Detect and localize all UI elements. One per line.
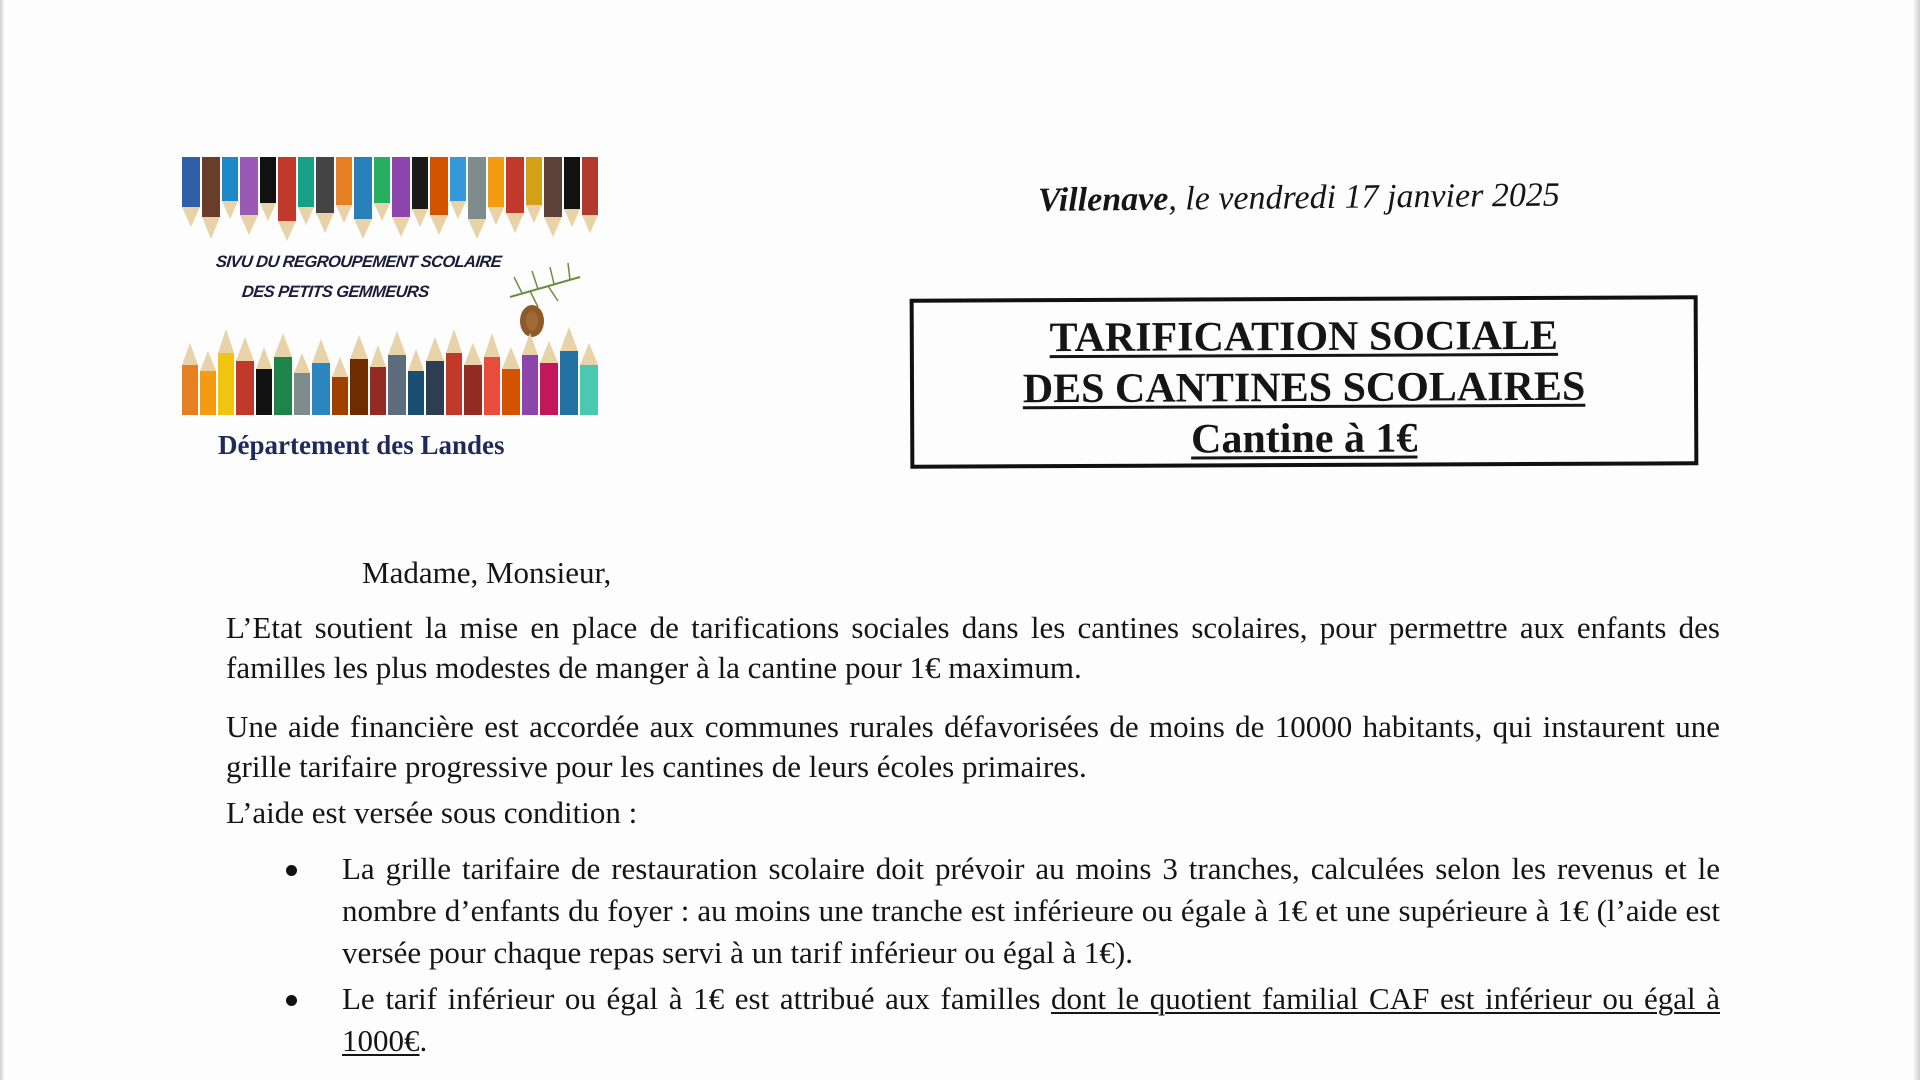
bullet-icon [286,995,297,1006]
list-item [280,978,1720,1062]
logo-text-line1: SIVU DU REGROUPEMENT SCOLAIRE [215,253,503,271]
paragraph-2: Une aide financière est accordée aux communes rurales défavorisées de moins de 10000 habitants, qui instaurent une grille tarifaire progressive pour les cantines de leurs écoles primaires. [226,709,1720,784]
title-line1: TARIFICATION SOCIALE [1049,312,1559,362]
school-group-logo [182,157,598,415]
bullet-2-text: Le tarif inférieur ou égal à 1€ est attribué aux familles [342,981,1052,1016]
bottom-pencil-row [182,327,598,415]
top-pencil-row [182,157,598,241]
page-edge-right [1914,0,1920,1080]
list-item [280,848,1720,974]
paragraph-3: L’aide est versée sous condition : [226,795,638,830]
conditions-list [280,848,1720,1066]
bullet-1-text: La grille tarifaire de restauration scolaire doit prévoir au moins 3 tranches, calculées selon les revenus et le nombre d’enfants du foyer : au moins une tranche est inférieure ou égale à 1€ et une supérieure à 1€ (l’aide est versée pour chaque repas servi à un tarif inférieur ou égal à 1€). [342,851,1720,970]
page-edge-left [0,0,4,1080]
date-text: , le vendredi 17 janvier 2025 [1168,176,1561,218]
bullet-2-underlined-text: dont le quotient familial CAF est inférieur ou égal à 1000€ [342,981,1720,1058]
date-line [1038,177,1560,220]
place-name: Villenave [1037,180,1169,219]
title-line3: Cantine à 1€ [1190,415,1418,463]
department-label: Département des Landes [218,430,505,460]
pine-branch-icon [510,263,580,337]
salutation: Madame, Monsieur, [362,555,612,590]
title-box [910,295,1699,468]
paragraph-1: L’Etat soutient la mise en place de tarifications sociales dans les cantines scolaires, pour permettre aux enfants des familles les plus modestes de manger à la cantine pour 1€ maximum. [226,610,1720,685]
bullet-2-end: . [419,1023,428,1058]
logo-text-line2: DES PETITS GEMMEURS [241,283,430,301]
bullet-icon [286,865,297,876]
title-line2: DES CANTINES SCOLAIRES [1022,363,1586,413]
